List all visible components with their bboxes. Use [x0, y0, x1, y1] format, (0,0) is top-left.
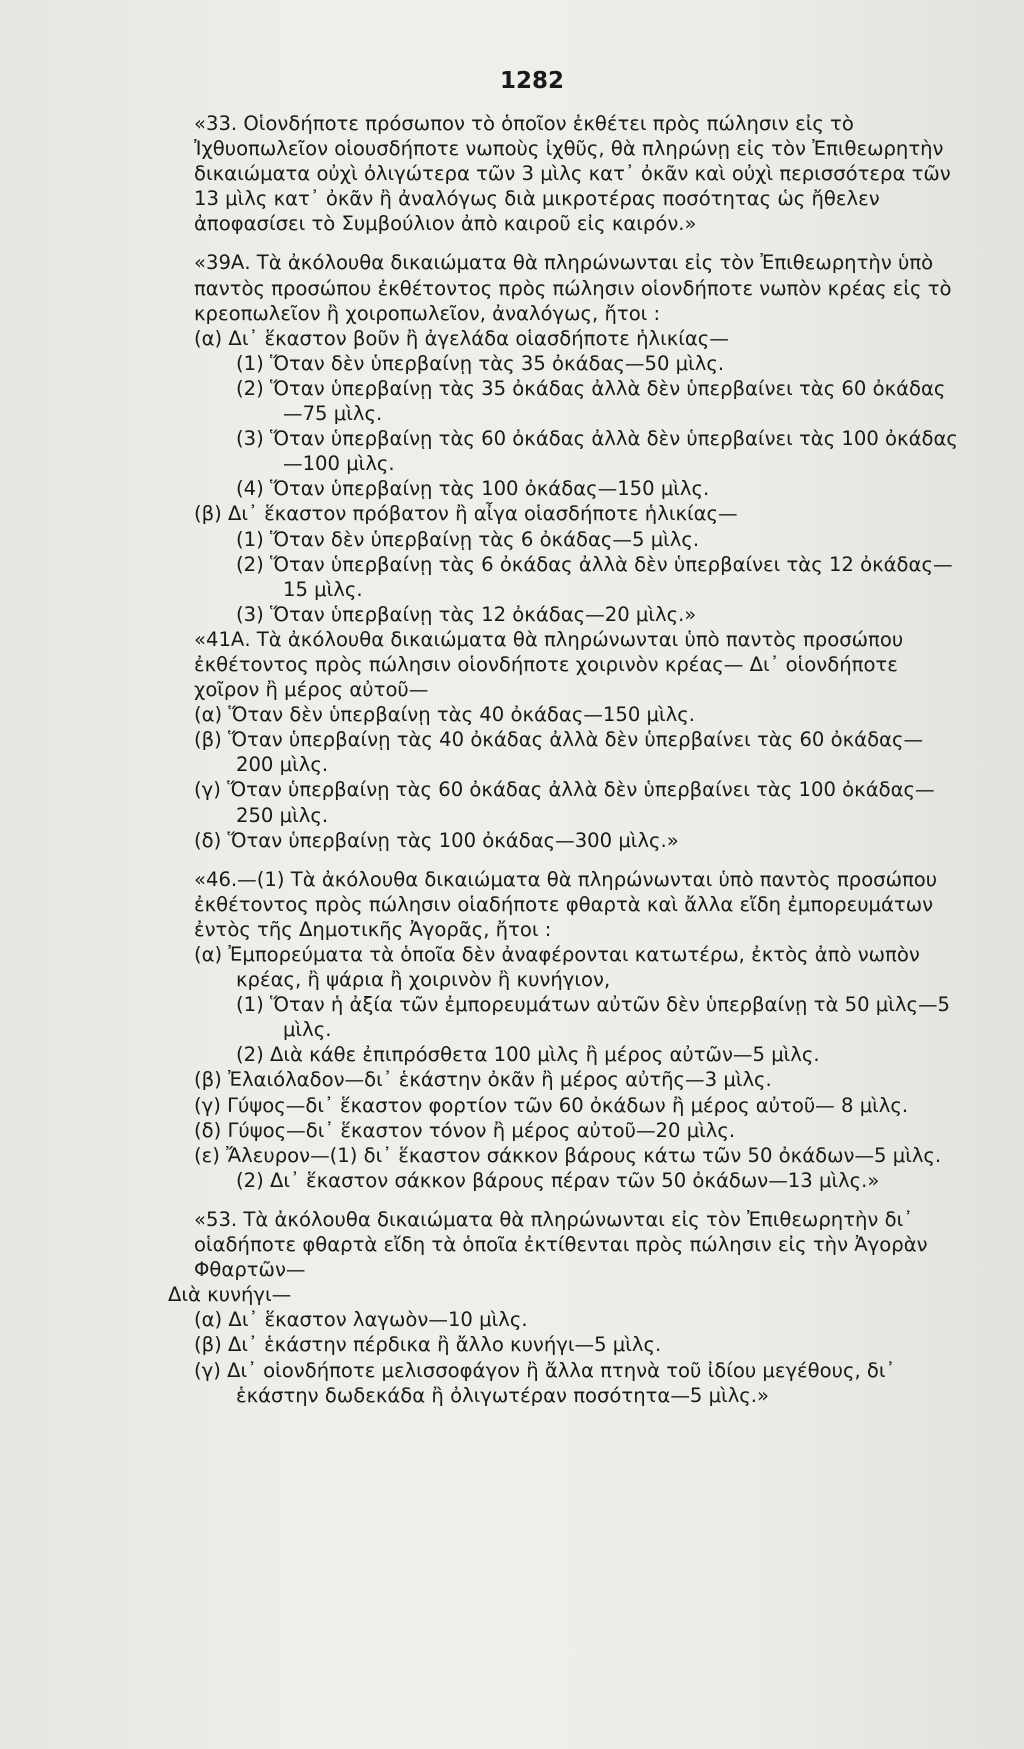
- list-item: (δ) Γύψος—δι᾽ ἕκαστον τόνον ἢ μέρος αὐτοῦ—20 μὶλς.: [194, 1118, 736, 1142]
- list-item: (α) Ὅταν δὲν ὑπερβαίνῃ τὰς 40 ὀκάδας—150 μὶλς.: [194, 703, 695, 727]
- list-item: (γ) Γύψος—δι᾽ ἕκαστον φορτίον τῶν 60 ὀκάδων ἢ μέρος αὐτοῦ— 8 μὶλς.: [194, 1093, 909, 1117]
- list-item: (3) Ὅταν ὑπερβαίνῃ τὰς 12 ὀκάδας—20 μὶλς.»: [236, 602, 697, 626]
- list-item: (3) Ὅταν ὑπερβαίνῃ τὰς 60 ὀκάδας ἀλλὰ δὲν ὑπερβαίνει τὰς 100 ὀκάδας—100 μὶλς.: [236, 427, 958, 476]
- list-item: (β) Δι᾽ ἑκάστην πέρδικα ἢ ἄλλο κυνήγι—5 μὶλς.: [194, 1333, 662, 1357]
- list-item: (α) Ἐμπορεύματα τὰ ὁποῖα δὲν ἀναφέρονται κατωτέρω, ἐκτὸς ἀπὸ νωπὸν κρέας, ἢ ψάρια ἢ χοιρινὸν ἢ κυνήγιον,: [194, 943, 920, 992]
- list-item: (1) Ὅταν δὲν ὑπερβαίνῃ τὰς 6 ὀκάδας—5 μὶλς.: [236, 527, 700, 551]
- list-item: (2) Ὅταν ὑπερβαίνῃ τὰς 6 ὀκάδας ἀλλὰ δὲν ὑπερβαίνει τὰς 12 ὀκάδας—15 μὶλς.: [236, 552, 953, 601]
- section-39a-intro: «39Α. Τὰ ἀκόλουθα δικαιώματα θὰ πληρώνωνται εἰς τὸν Ἐπιθεωρητὴν ὑπὸ παντὸς προσώπου ἐκθέτοντος πρὸς πώλησιν οἱονδήποτε νωπὸν κρέας εἰς τὸ κρεοπωλεῖον ἢ χοιροπωλεῖον, ἀναλόγως, ἤτοι :: [194, 251, 952, 325]
- list-item: (β) Ἐλαιόλαδον—δι᾽ ἑκάστην ὀκᾶν ἢ μέρος αὐτῆς—3 μὶλς.: [194, 1068, 772, 1092]
- list-item: (1) Ὅταν δὲν ὑπερβαίνῃ τὰς 35 ὀκάδας—50 μὶλς.: [236, 351, 725, 375]
- list-item: (α) Δι᾽ ἕκαστον λαγωὸν—10 μὶλς.: [194, 1308, 528, 1332]
- list-item: (β) Ὅταν ὑπερβαίνῃ τὰς 40 ὀκάδας ἀλλὰ δὲν ὑπερβαίνει τὰς 60 ὀκάδας—200 μὶλς.: [194, 728, 924, 777]
- list-item: (δ) Ὅταν ὑπερβαίνῃ τὰς 100 ὀκάδας—300 μὶλς.»: [194, 828, 679, 852]
- list-item: (2) Ὅταν ὑπερβαίνῃ τὰς 35 ὀκάδας ἀλλὰ δὲν ὑπερβαίνει τὰς 60 ὀκάδας—75 μὶλς.: [236, 376, 946, 426]
- list-item: (γ) Ὅταν ὑπερβαίνῃ τὰς 60 ὀκάδας ἀλλὰ δὲν ὑπερβαίνει τὰς 100 ὀκάδας—250 μὶλς.: [194, 778, 935, 827]
- section-53-intro: «53. Τὰ ἀκόλουθα δικαιώματα θὰ πληρώνωνται εἰς τὸν Ἐπιθεωρητὴν δι᾽ οἱαδήποτε φθαρτὰ εἴδη τὰ ὁποῖα ἐκτίθενται πρὸς πώλησιν εἰς τὴν Ἀγορὰν Φθαρτῶν—: [194, 1207, 928, 1282]
- section-53-subintro: Διὰ κυνήγι—: [168, 1283, 292, 1307]
- list-item: (α) Δι᾽ ἕκαστον βοῦν ἢ ἀγελάδα οἱασδήποτε ἡλικίας—: [194, 326, 729, 350]
- list-item: (2) Διὰ κάθε ἐπιπρόσθετα 100 μὶλς ἢ μέρος αὐτῶν—5 μὶλς.: [236, 1043, 820, 1067]
- section-41a-intro: «41Α. Τὰ ἀκόλουθα δικαιώματα θὰ πληρώνωνται ὑπὸ παντὸς προσώπου ἐκθέτοντος πρὸς πώλησιν οἱονδήποτε χοιρινὸν κρέας— Δι᾽ οἱονδήποτε χοῖρον ἢ μέρος αὐτοῦ—: [194, 627, 904, 702]
- list-item: (2) Δι᾽ ἕκαστον σάκκον βάρους πέραν τῶν 50 ὀκάδων—13 μὶλς.»: [236, 1168, 880, 1192]
- list-item: (4) Ὅταν ὑπερβαίνῃ τὰς 100 ὀκάδας—150 μὶλς.: [236, 477, 710, 501]
- list-item: (ε) Ἄλευρον—(1) δι᾽ ἕκαστον σάκκον βάρους κάτω τῶν 50 ὀκάδων—5 μὶλς.: [194, 1143, 942, 1167]
- page-number: 1282: [499, 68, 564, 94]
- section-33-paragraph: «33. Οἱονδήποτε πρόσωπον τὸ ὁποῖον ἐκθέτει πρὸς πώλησιν εἰς τὸ Ἰχθυοπωλεῖον οἱουσδήποτε νωποὺς ἰχθῦς, θὰ πληρώνῃ εἰς τὸν Ἐπιθεωρητὴν δικαιώματα οὐχὶ ὀλιγώτερα τῶν 3 μὶλς κατ᾽ ὀκᾶν καὶ οὐχὶ περισσότερα τῶν 13 μὶλς κατ᾽ ὀκᾶν ἢ ἀναλόγως διὰ μικροτέρας ποσότητας ὡς ἤθελεν ἀποφασίσει τὸ Συμβούλιον ἀπὸ καιροῦ εἰς καιρόν.»: [194, 112, 951, 236]
- list-item: (γ) Δι᾽ οἱονδήποτε μελισσοφάγον ἢ ἄλλα πτηνὰ τοῦ ἰδίου μεγέθους, δι᾽ ἑκάστην δωδεκάδα ἢ ὀλιγωτέραν ποσότητα—5 μὶλς.»: [194, 1358, 896, 1407]
- section-46-intro: «46.—(1) Τὰ ἀκόλουθα δικαιώματα θὰ πληρώνωνται ὑπὸ παντὸς προσώπου ἐκθέτοντος πρὸς πώλησιν οἱαδήποτε φθαρτὰ καὶ ἄλλα εἴδη ἐμπορευμάτων ἐντὸς τῆς Δημοτικῆς Ἀγορᾶς, ἤτοι :: [194, 867, 938, 941]
- document-body: [168, 111, 958, 1408]
- list-item: (β) Δι᾽ ἕκαστον πρόβατον ἢ αἶγα οἱασδήποτε ἡλικίας—: [194, 502, 738, 526]
- list-item: (1) Ὅταν ἡ ἀξία τῶν ἐμπορευμάτων αὐτῶν δὲν ὑπερβαίνῃ τὰ 50 μὶλς—5 μὶλς.: [236, 993, 951, 1042]
